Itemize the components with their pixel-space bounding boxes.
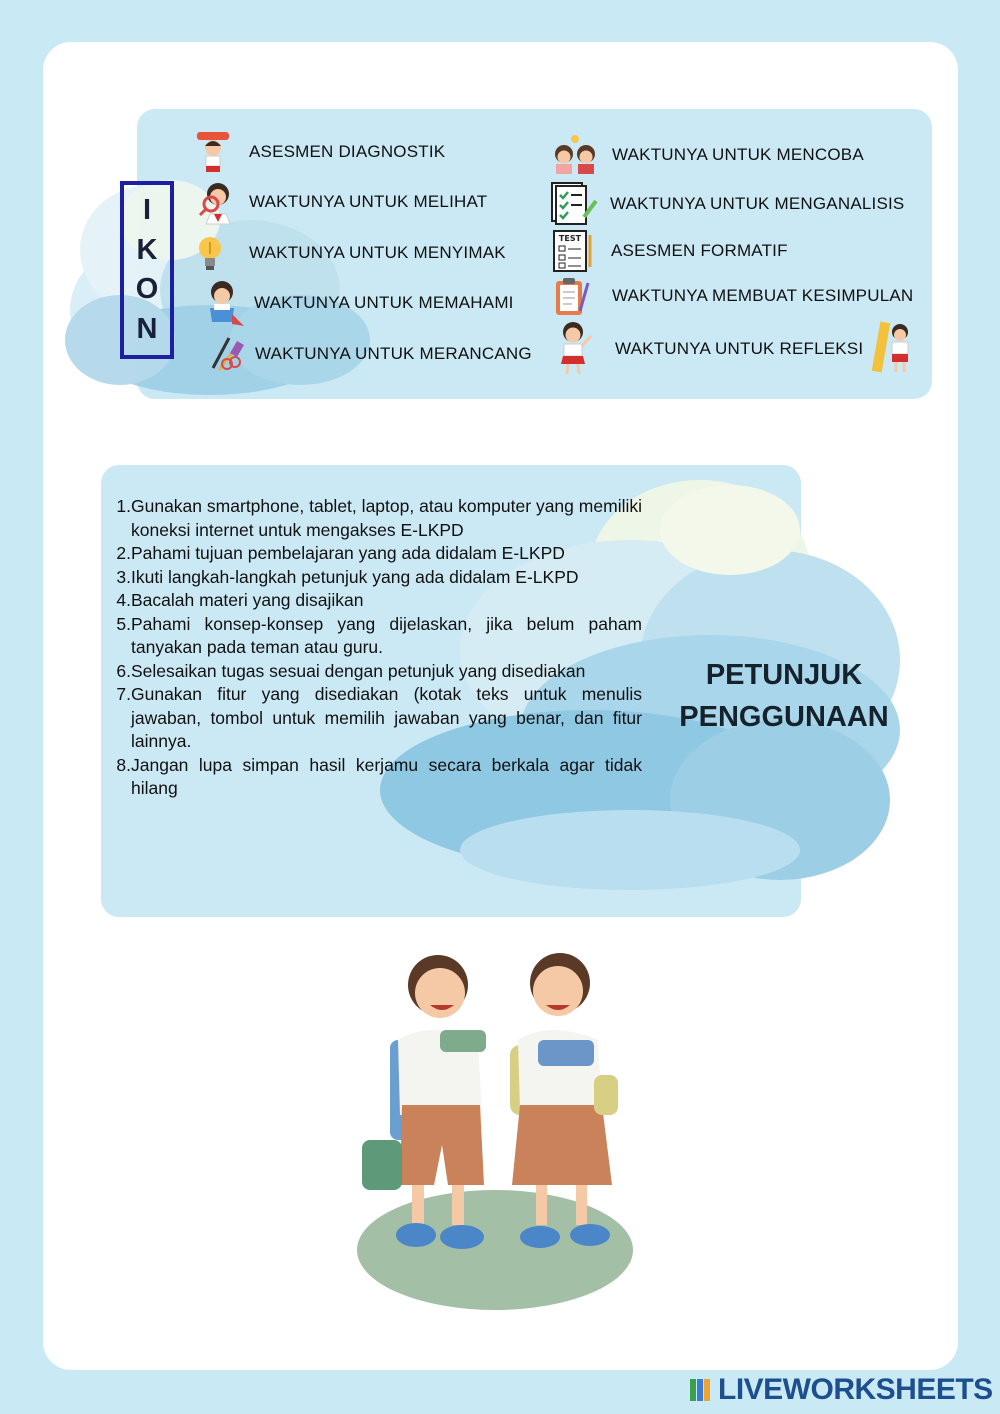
list-item: 4. Bacalah materi yang disajikan [116,590,364,610]
thinking-kid-icon [202,278,246,328]
waving-kid-icon [555,320,595,378]
two-kids-idea-icon [552,134,598,176]
legend-label: WAKTUNYA MEMBUAT KESIMPULAN [612,286,914,305]
legend-item-menyimak [196,232,506,274]
legend-item-asesmen-diagnostik [193,128,445,176]
legend-label: ASESMEN DIAGNOSTIK [249,142,446,161]
legend-item-melihat [196,178,487,226]
students-illustration [350,945,650,1315]
legend-item-kesimpulan [552,275,913,317]
title-line: PENGGUNAAN [679,701,889,733]
test-paper-icon [551,229,595,273]
ikon-letter: N [136,312,158,345]
clipboard-icon [552,275,592,317]
svg-text:TEST: TEST [558,234,582,243]
list-item: 8. Jangan lupa simpan hasil kerjamu secara berkala agar tidak hilang [116,754,642,798]
title-line: PETUNJUK [705,659,863,691]
ruler-kid-icon [872,320,914,374]
list-item: 5. Pahami konsep-konsep yang dijelaskan, jika belum paham tanyakan pada teman atau guru. [116,613,642,657]
legend-label: WAKTUNYA UNTUK MEMAHAMI [254,293,514,312]
legend-item-mencoba [552,134,864,176]
instructions-list [111,495,642,801]
legend-label: WAKTUNYA UNTUK MENCOBA [612,145,864,164]
legend-item-asesmen-formatif [551,229,788,273]
list-item: 2. Pahami tujuan pembelajaran yang ada didalam E-LKPD [116,543,565,563]
list-item: 6. Selesaikan tugas sesuai dengan petunjuk yang disediakan [116,660,586,681]
legend-item-refleksi [555,320,863,378]
ikon-letter: K [136,233,158,266]
magnifier-kid-icon [196,178,236,226]
list-item: 1. Gunakan smartphone, tablet, laptop, atau komputer yang memiliki koneksi internet untuk mengakses E-LKPD [116,496,642,540]
legend-label: WAKTUNYA UNTUK MENGANALISIS [610,194,905,213]
liveworksheets-logo [690,1372,993,1408]
legend-item-menganalisis [550,181,904,227]
pencil-kid-icon [193,128,233,176]
legend-label: WAKTUNYA UNTUK MERANCANG [255,344,532,363]
checklist-icon [550,181,598,227]
legend-item-memahami [202,278,514,328]
lightbulb-icon [196,232,236,274]
list-item: 3. Ikuti langkah-langkah petunjuk yang ada didalam E-LKPD [116,566,579,587]
legend-label: WAKTUNYA UNTUK MELIHAT [249,192,488,211]
legend-label: WAKTUNYA UNTUK REFLEKSI [615,339,864,358]
legend-label: WAKTUNYA UNTUK MENYIMAK [249,243,506,262]
ikon-letter: O [135,273,159,306]
section-title [660,654,908,738]
liveworksheets-logo-icon [690,1377,712,1403]
ikon-vertical-title [120,181,174,359]
craft-tools-icon [207,334,247,374]
legend-label: ASESMEN FORMATIF [611,241,788,260]
list-item: 7. Gunakan fitur yang disediakan (kotak teks untuk menulis jawaban, tombol untuk memilih jawaban yang benar, dan fitur lainnya. [116,684,642,751]
ikon-letter: I [142,194,152,227]
brand-name: LIVEWORKSHEETS [718,1373,993,1406]
legend-item-merancang [207,334,532,374]
